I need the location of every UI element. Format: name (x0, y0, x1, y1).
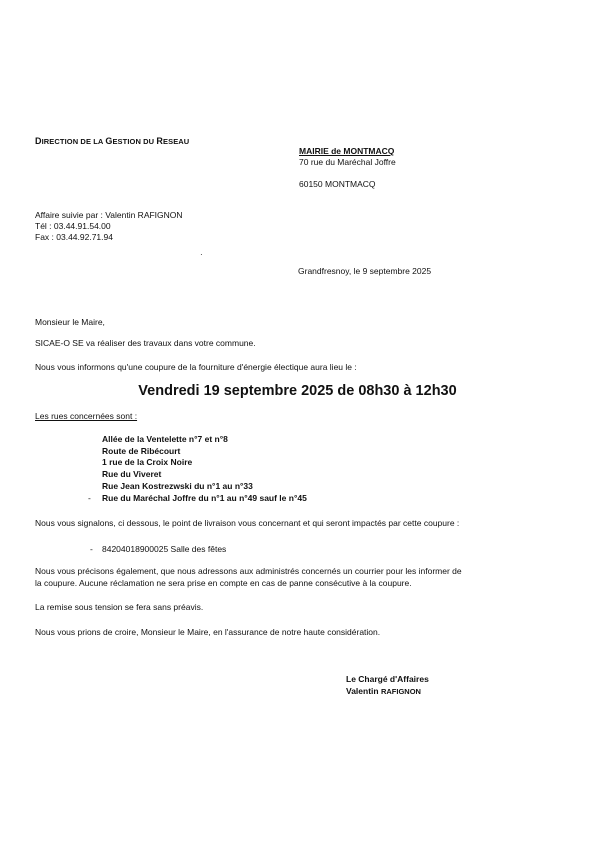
list-item: Route de Ribécourt (102, 445, 181, 456)
notice-text: Nous vous informons qu'une coupure de la fourniture d'énergie électique aura lieu le : (35, 362, 357, 372)
list-item: Allée de la Ventelette n°7 et n°8 (102, 434, 228, 444)
restore-text: La remise sous tension se fera sans préavis. (35, 602, 204, 612)
closing-text: Nous vous prions de croire, Monsieur le Maire, en l'assurance de notre haute considération. (35, 627, 381, 637)
outage-date-headline: Vendredi 19 septembre 2025 de 08h30 à 12h30 (138, 383, 457, 399)
stray-dot: · (200, 250, 203, 259)
place-date: Grandfresnoy, le 9 septembre 2025 (298, 266, 432, 276)
list-item: Rue du Viveret (102, 469, 162, 480)
fax: Fax : 03.44.92.71.94 (35, 232, 113, 242)
recipient-address (299, 146, 396, 190)
followed-by: Affaire suivie par : Valentin RAFIGNON (35, 210, 183, 220)
recipient-name: MAIRIE de MONTMACQ (299, 146, 395, 156)
signal-text: Nous vous signalons, ci dessous, le point de livraison vous concernant et qui seront impactés par cette coupure : (35, 518, 460, 528)
list-item: Rue Jean Kostrezwski du n°1 au n°33 (102, 480, 253, 491)
list-item: 1 rue de la Croix Noire (102, 457, 193, 468)
salutation: Monsieur le Maire, (35, 317, 105, 327)
recipient-street: 70 rue du Maréchal Joffre (299, 157, 396, 167)
phone: Tél : 03.44.91.54.00 (35, 221, 111, 231)
signature-block (346, 674, 429, 697)
precision-line-2: la coupure. Aucune réclamation ne sera prise en compte en cas de panne consécutive à la coupure. (35, 578, 412, 588)
contact-block (35, 210, 183, 243)
signer-name: Valentin RAFIGNON (346, 685, 421, 696)
streets-title: Les rues concernées sont : (35, 411, 138, 421)
department-heading: DIRECTION DE LA GESTION DU RESEAU (35, 136, 190, 146)
precision-line-1: Nous vous précisons également, que nous adressons aux administrés concernés un courrier pour les informer de (35, 566, 462, 576)
bullet-dash: - (90, 544, 93, 554)
streets-list (88, 434, 307, 504)
list-item: - Rue du Maréchal Joffre du n°1 au n°49 sauf le n°45 (88, 492, 307, 503)
intro-text: SICAE-O SE va réaliser des travaux dans votre commune. (35, 338, 256, 348)
bullet-dash: - (88, 492, 91, 503)
recipient-city: 60150 MONTMACQ (299, 179, 376, 189)
delivery-point: - 84204018900025 Salle des fêtes (90, 544, 227, 554)
signer-role: Le Chargé d'Affaires (346, 674, 429, 684)
